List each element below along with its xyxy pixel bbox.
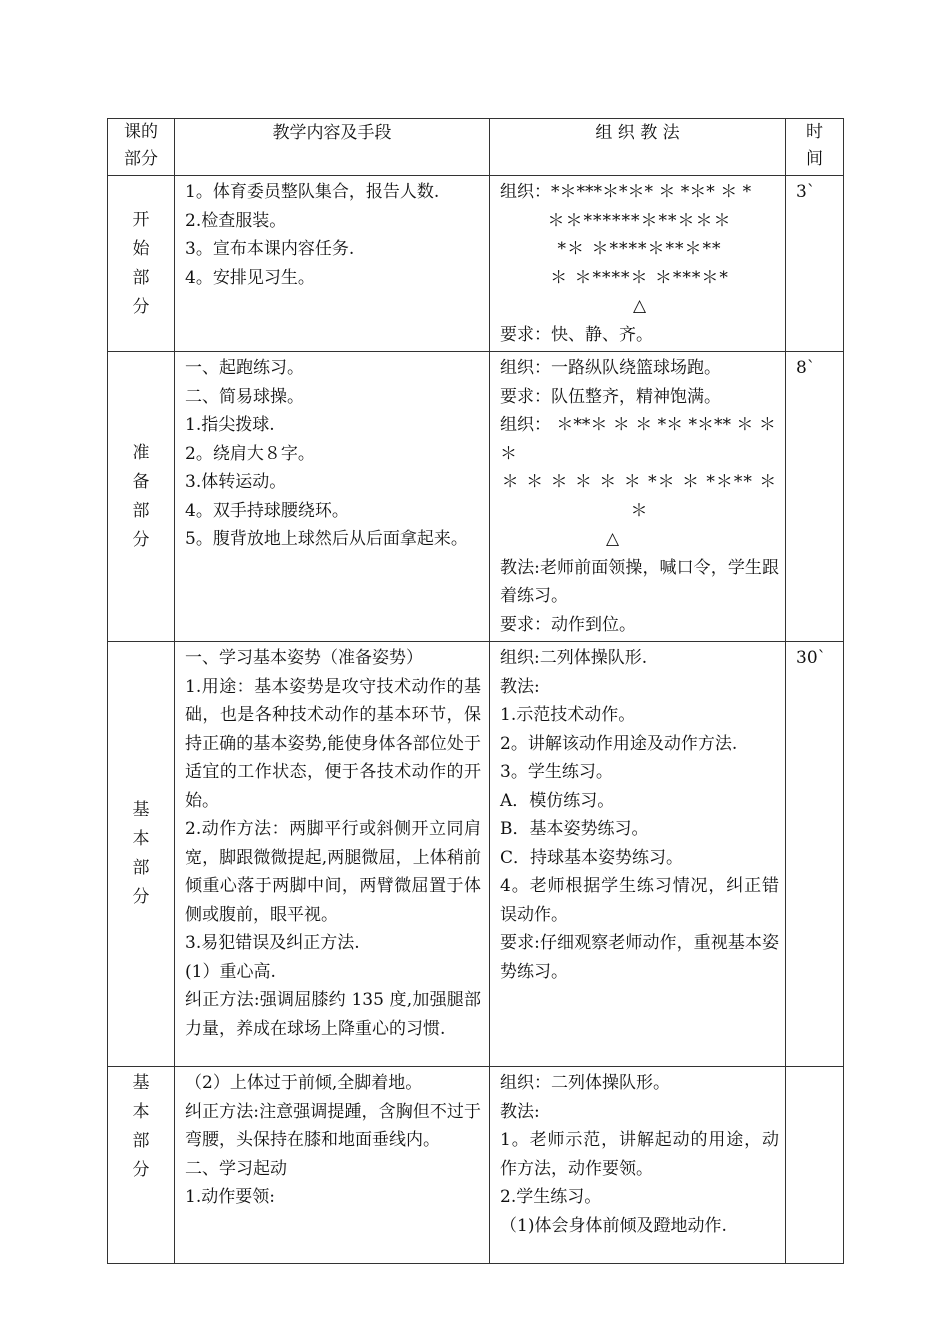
content-line: 4。双手持球腰绕环。 — [185, 500, 349, 521]
teacher-triangle-icon: △ — [632, 296, 647, 316]
header-part — [108, 119, 175, 176]
part-char: 开 — [132, 209, 150, 230]
formation-stars: *＊ ＊****＊**＊** — [557, 239, 722, 259]
header-method: 组 织 教 法 — [490, 119, 786, 176]
method-line: 教法:老师前面领操，喊口令，学生跟着练习。 — [500, 557, 779, 606]
teacher-triangle-icon: △ — [606, 529, 620, 549]
table-row — [108, 1067, 844, 1264]
content-paragraph: 2.动作方法：两脚平行或斜侧开立同肩宽，脚跟微微提起,两腿微屈，上体稍前倾重心落于两脚中间，两臂微屈置于体侧或腹前，眼平视。 — [185, 819, 481, 925]
table-row — [108, 352, 844, 642]
header-time-line1: 时 — [806, 122, 823, 142]
method-line: 要求：队伍整齐，精神饱满。 — [500, 386, 721, 407]
part-char: 本 — [132, 1102, 150, 1122]
part-char: 备 — [132, 471, 150, 492]
content-line: 一、起跑练习。 — [185, 358, 304, 378]
part-char: 分 — [132, 529, 150, 550]
method-line: 组织：一路纵队绕篮球场跑。 — [500, 358, 721, 378]
method-line: （1)体会身体前倾及蹬地动作. — [500, 1215, 727, 1236]
requirement-line: 要求：快、静、齐。 — [500, 324, 653, 345]
time-cell: 8` — [786, 352, 844, 642]
content-line: （2）上体过于前倾,全脚着地。 — [185, 1073, 423, 1093]
method-cell — [490, 176, 786, 352]
content-line: 二、简易球操。 — [185, 386, 304, 407]
header-time — [786, 119, 844, 176]
method-line: 1。老师示范，讲解起动的用途，动作方法，动作要领。 — [500, 1130, 779, 1179]
method-line: 3。学生练习。 — [500, 762, 613, 782]
content-paragraph: 纠正方法:强调屈膝约 135 度,加强腿部力量，养成在球场上降重心的习惯. — [185, 990, 481, 1039]
content-line: 2.检查服装。 — [185, 210, 287, 231]
method-line: 2.学生练习。 — [500, 1187, 602, 1207]
content-cell — [175, 642, 490, 1067]
method-line: 组织:二列体操队形. — [500, 648, 648, 668]
method-line: 4。老师根据学生练习情况，纠正错误动作。 — [500, 876, 779, 925]
header-content: 教学内容及手段 — [175, 119, 490, 176]
part-char: 分 — [132, 887, 150, 907]
content-line: 二、学习起动 — [185, 1158, 287, 1179]
header-part-line1: 课的 — [124, 122, 158, 142]
table-row — [108, 642, 844, 1067]
time-cell: 30` — [786, 642, 844, 1067]
content-line: 3.体转运动。 — [185, 472, 287, 492]
formation-stars: *＊***＊*＊* ＊ *＊* ＊ * — [551, 182, 752, 202]
part-char: 部 — [132, 858, 150, 878]
content-line: 1.动作要领: — [185, 1187, 275, 1207]
part-char: 部 — [132, 267, 150, 288]
header-time-line2: 间 — [806, 149, 823, 169]
content-line: 4。安排见习生。 — [185, 267, 315, 288]
requirement-line: 要求：动作到位。 — [500, 614, 636, 635]
content-line: 5。腹背放地上球然后从后面拿起来。 — [185, 529, 468, 549]
content-cell — [175, 352, 490, 642]
part-label — [108, 176, 175, 352]
method-line: A．模仿练习。 — [500, 790, 615, 811]
requirement-line: 要求:仔细观察老师动作，重视基本姿势练习。 — [500, 933, 779, 982]
method-line: 2。讲解该动作用途及动作方法. — [500, 733, 738, 754]
part-char: 本 — [132, 829, 150, 849]
part-char: 分 — [132, 296, 150, 317]
method-cell — [490, 642, 786, 1067]
table-row — [108, 176, 844, 352]
formation-stars: ＊＊******＊**＊＊＊ — [547, 210, 732, 231]
content-line: 2。绕肩大８字。 — [185, 443, 315, 464]
content-cell — [175, 176, 490, 352]
part-char: 分 — [132, 1160, 150, 1180]
content-line: 3.易犯错误及纠正方法. — [185, 933, 360, 953]
formation-line — [500, 411, 779, 468]
method-line: 组织：二列体操队形。 — [500, 1073, 670, 1093]
part-char: 准 — [132, 442, 150, 463]
method-cell — [490, 352, 786, 642]
formation-line — [500, 178, 779, 207]
part-char: 基 — [132, 1073, 150, 1093]
part-char: 部 — [132, 500, 150, 521]
part-label — [108, 642, 175, 1067]
content-cell — [175, 1067, 490, 1264]
header-row — [108, 119, 844, 176]
formation-stars: ＊ ＊ ＊ ＊ ＊ ＊ *＊ ＊ *＊** ＊ ＊ — [501, 472, 778, 521]
method-line: C．持球基本姿势练习。 — [500, 847, 684, 868]
content-line: 1。体育委员整队集合，报告人数. — [185, 182, 440, 202]
part-label — [108, 1067, 175, 1264]
org-label: 组织： — [500, 415, 551, 435]
time-cell: 3` — [786, 176, 844, 352]
method-cell — [490, 1067, 786, 1264]
content-paragraph: 1.用途：基本姿势是攻守技术动作的基础，也是各种技术动作的基本环节，保持正确的基本姿势,能使身体各部位处于适宜的工作状态，便于各技术动作的开始。 — [185, 676, 481, 811]
method-line: B．基本姿势练习。 — [500, 819, 649, 839]
content-line: 1.指尖拨球. — [185, 415, 275, 435]
formation-stars: ＊**＊ ＊ ＊ *＊ *＊** ＊ ＊ ＊ — [500, 415, 776, 464]
part-char: 基 — [132, 800, 150, 820]
method-line: 教法: — [500, 676, 540, 697]
content-line: 一、学习基本姿势（准备姿势） — [185, 648, 423, 668]
content-line: 3。宣布本课内容任务. — [185, 239, 355, 259]
formation-stars: ＊ ＊****＊ ＊***＊* — [550, 267, 729, 288]
method-line: 教法: — [500, 1101, 540, 1122]
method-line: 1.示范技术动作。 — [500, 705, 636, 725]
org-label: 组织： — [500, 182, 551, 202]
content-paragraph: 纠正方法:注意强调提踵，含胸但不过于弯腰，头保持在膝和地面垂线内。 — [185, 1101, 481, 1150]
part-label — [108, 352, 175, 642]
header-part-line2: 部分 — [124, 149, 158, 169]
content-line: (1）重心高. — [185, 961, 276, 982]
time-cell — [786, 1067, 844, 1264]
lesson-plan-table — [107, 118, 844, 1264]
part-char: 始 — [132, 238, 150, 259]
part-char: 部 — [132, 1131, 150, 1151]
